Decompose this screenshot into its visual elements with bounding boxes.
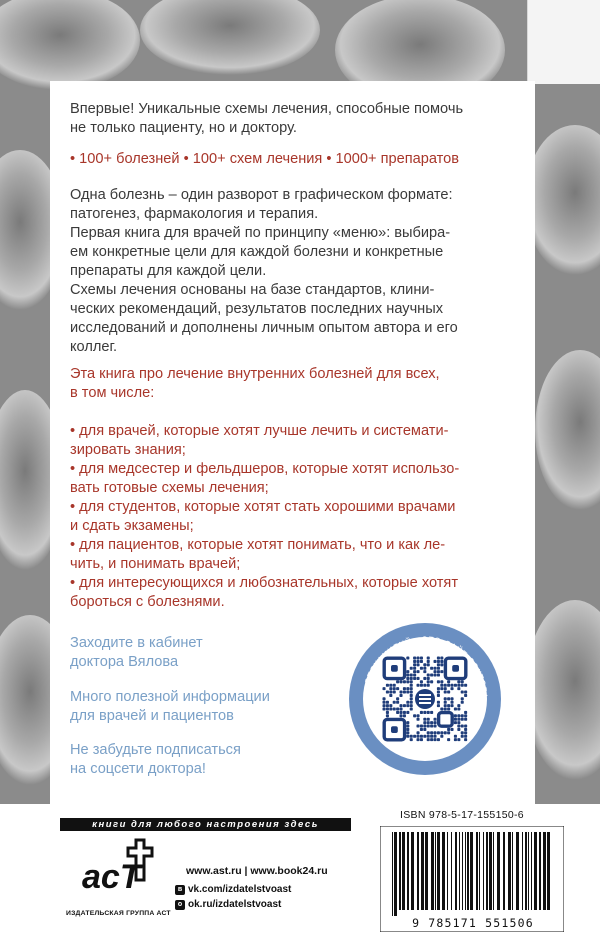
intro-line: не только пациенту, но и доктору. bbox=[70, 120, 297, 136]
audience-item: • для медсестер и фельдшеров, которые хотят использо- bbox=[70, 461, 460, 477]
isbn: ISBN 978-5-17-155150-6 bbox=[400, 809, 524, 821]
description-line: ческих рекомендаций, результатов последних научных bbox=[70, 301, 444, 317]
description-line: Первая книга для врачей по принципу «меню»: выбира- bbox=[70, 225, 451, 241]
invite-subscribe bbox=[70, 741, 330, 779]
audience-item: • для пациентов, которые хотят понимать, что и как ле- bbox=[70, 537, 446, 553]
qr-code[interactable] bbox=[346, 620, 504, 778]
ok-icon: о bbox=[175, 900, 185, 910]
audience-item: зировать знания; bbox=[70, 442, 186, 458]
audience-item: бороться с болезнями. bbox=[70, 594, 225, 610]
publisher-name: ИЗДАТЕЛЬСКАЯ ГРУППА АСТ bbox=[66, 910, 171, 917]
ast-logo bbox=[78, 838, 162, 900]
websites[interactable]: www.ast.ru | www.book24.ru bbox=[186, 865, 328, 877]
audience-heading bbox=[70, 365, 530, 403]
audience-heading-line: в том числе: bbox=[70, 385, 155, 401]
invite-line: для врачей и пациентов bbox=[70, 708, 234, 724]
social-vk-text: vk.com/izdatelstvoast bbox=[188, 884, 292, 895]
audience-heading-line: Эта книга про лечение внутренних болезней для всех, bbox=[70, 366, 440, 382]
description-line: Схемы лечения основаны на базе стандартов, клини- bbox=[70, 282, 435, 298]
invite-line: Заходите в кабинет bbox=[70, 635, 203, 651]
slogan-banner: книги для любого настроения здесь bbox=[60, 818, 351, 831]
vk-icon: в bbox=[175, 885, 185, 895]
description-line: патогенез, фармакология и терапия. bbox=[70, 206, 319, 222]
barcode-number: 9 785171 551506 bbox=[412, 916, 534, 930]
invite-line: Не забудьте подписаться bbox=[70, 742, 241, 758]
description-line: Одна болезнь – один разворот в графическом формате: bbox=[70, 187, 453, 203]
audience-item: вать готовые схемы лечения; bbox=[70, 480, 269, 496]
qr-caption: ОТСКАНИРУЙ · ЭТО САЙТ ДОКТОРА bbox=[363, 634, 490, 700]
logo-text: acT bbox=[82, 858, 141, 896]
social-ok-text: ok.ru/izdatelstvoast bbox=[188, 899, 282, 910]
description-text bbox=[70, 186, 530, 357]
corner-tab bbox=[527, 0, 600, 84]
audience-item: чить, и понимать врачей; bbox=[70, 556, 241, 572]
audience-list bbox=[70, 422, 530, 612]
social-vk[interactable] bbox=[175, 884, 291, 895]
audience-item: и сдать экзамены; bbox=[70, 518, 194, 534]
highlights-line: • 100+ болезней • 100+ схем лечения • 1000+ препаратов bbox=[70, 151, 460, 167]
intro-text bbox=[70, 100, 530, 138]
description-line: коллег. bbox=[70, 339, 118, 355]
description-line: препараты для каждой цели. bbox=[70, 263, 267, 279]
audience-item: • для интересующихся и любознательных, которые хотят bbox=[70, 575, 459, 591]
invite-cabinet bbox=[70, 634, 330, 672]
invite-line: доктора Вялова bbox=[70, 654, 179, 670]
social-ok[interactable] bbox=[175, 899, 281, 910]
audience-item: • для врачей, которые хотят лучше лечить и системати- bbox=[70, 423, 449, 439]
intro-line: Впервые! Уникальные схемы лечения, способные помочь bbox=[70, 101, 464, 117]
qr-code-graphic bbox=[346, 620, 504, 778]
description-line: ем конкретные цели для каждой болезни и конкретные bbox=[70, 244, 444, 260]
description-line: исследований и дополнены личным опытом автора и его bbox=[70, 320, 458, 336]
invite-line: Много полезной информации bbox=[70, 689, 270, 705]
highlights bbox=[70, 150, 530, 169]
audience-item: • для студентов, которые хотят стать хорошими врачами bbox=[70, 499, 456, 515]
invite-info bbox=[70, 688, 330, 726]
invite-line: на соцсети доктора! bbox=[70, 761, 206, 777]
